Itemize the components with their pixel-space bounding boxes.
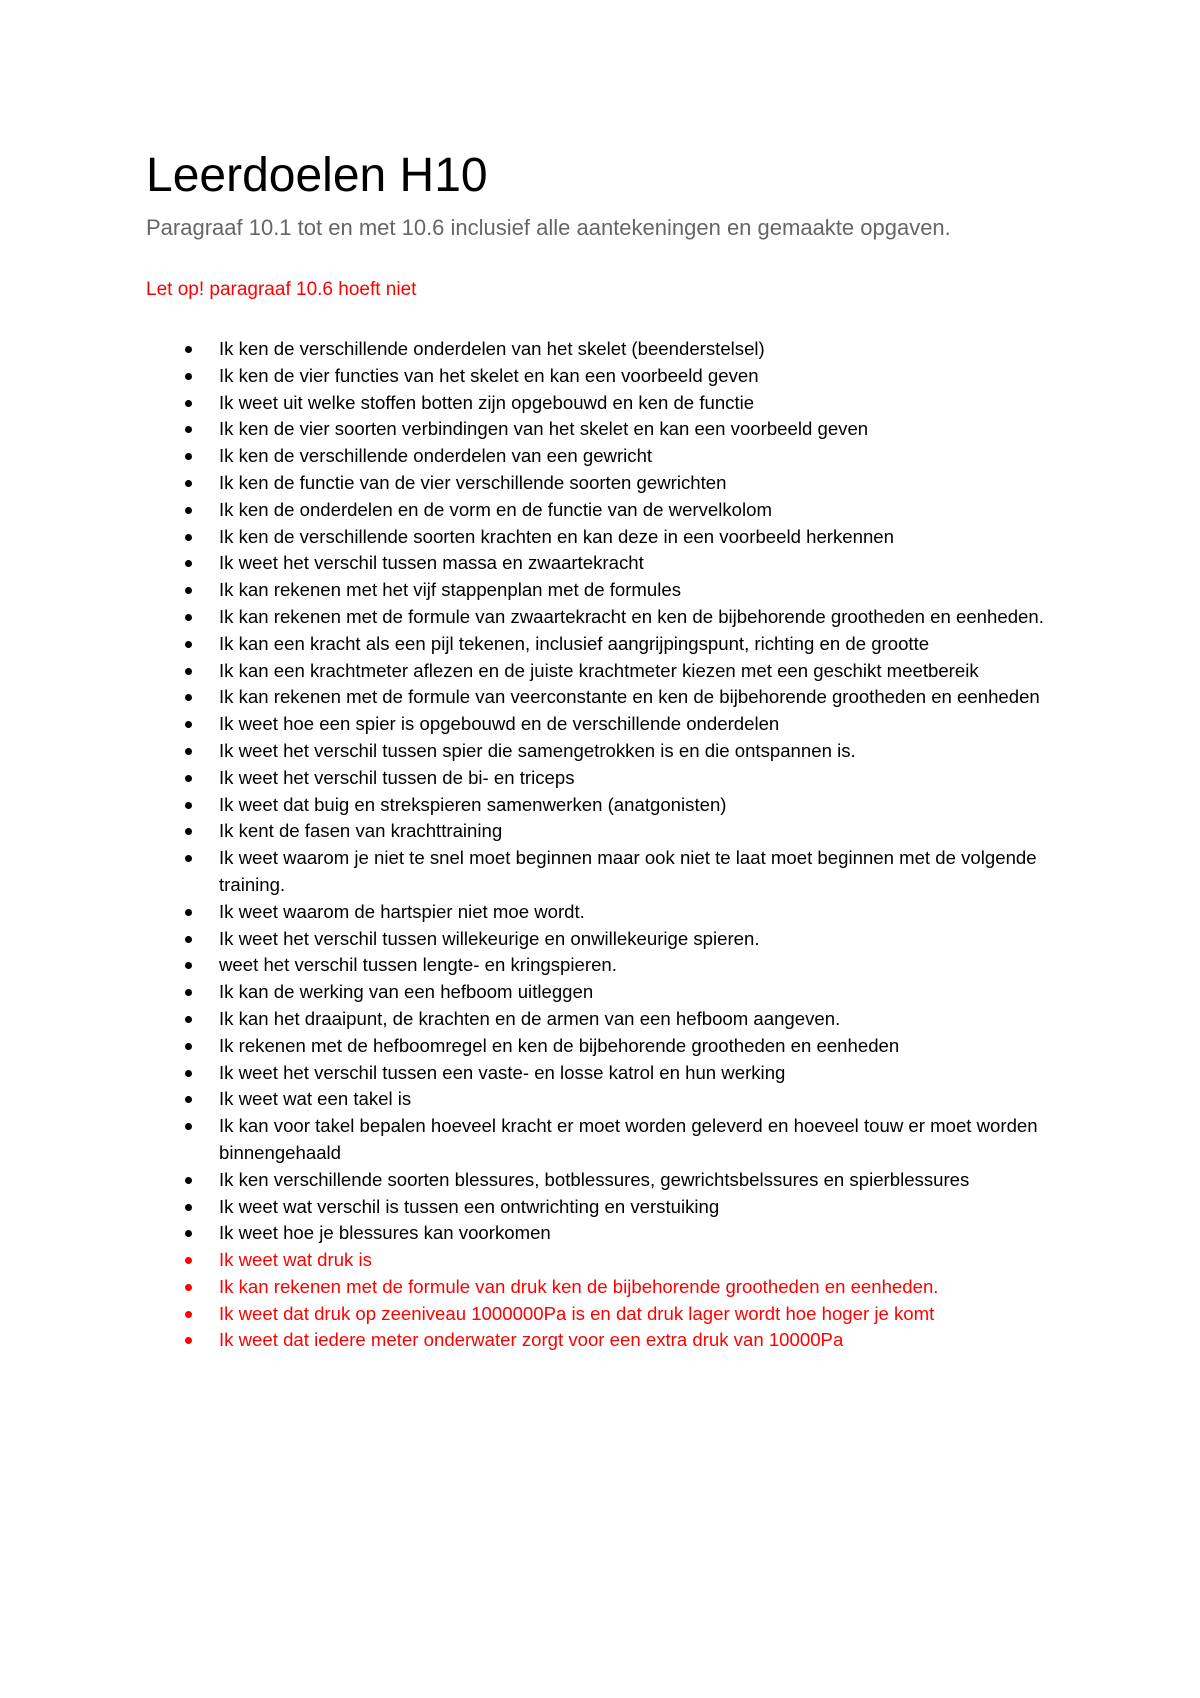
- learning-goal-item: [146, 1060, 1076, 1087]
- bullet-icon: [185, 1311, 192, 1318]
- learning-goal-item: [146, 952, 1076, 979]
- bullet-icon: [185, 1016, 192, 1023]
- learning-goal-text: Ik weet hoe je blessures kan voorkomen: [219, 1222, 551, 1244]
- page-title: Leerdoelen H10: [146, 149, 488, 202]
- learning-goal-text: Ik kan rekenen met de formule van druk ken de bijbehorende grootheden en eenheden.: [219, 1275, 939, 1297]
- learning-goal-item: [146, 416, 1076, 443]
- learning-goal-text: Ik kan rekenen met de formule van veerconstante en ken de bijbehorende grootheden en eenheden: [219, 686, 1040, 708]
- learning-goal-text: Ik kan rekenen met het vijf stappenplan met de formules: [219, 579, 681, 601]
- bullet-icon: [185, 1284, 192, 1291]
- bullet-icon: [185, 614, 192, 621]
- learning-goal-item: [146, 845, 1076, 899]
- learning-goal-text: Ik weet wat verschil is tussen een ontwrichting en verstuiking: [219, 1195, 720, 1217]
- learning-goal-item: [146, 524, 1076, 551]
- bullet-icon: [185, 400, 192, 407]
- learning-goal-text: Ik weet waarom de hartspier niet moe wordt.: [219, 900, 585, 922]
- bullet-icon: [185, 373, 192, 380]
- learning-goals-list: [146, 336, 1076, 1354]
- bullet-icon: [185, 426, 192, 433]
- learning-goal-text: Ik weet hoe een spier is opgebouwd en de verschillende onderdelen: [219, 713, 780, 735]
- learning-goal-text: Ik ken de verschillende onderdelen van een gewricht: [219, 445, 653, 467]
- learning-goal-text: Ik ken de verschillende soorten krachten en kan deze in een voorbeeld herkennen: [219, 525, 894, 547]
- learning-goal-item: [146, 363, 1076, 390]
- learning-goal-text: Ik weet waarom je niet te snel moet beginnen maar ook niet te laat moet beginnen met de volgende training.: [219, 847, 1037, 895]
- learning-goal-item: [146, 792, 1076, 819]
- learning-goal-item: [146, 1301, 1076, 1328]
- learning-goal-text: Ik kan voor takel bepalen hoeveel kracht er moet worden geleverd en hoeveel touw er moet worden binnengehaald: [219, 1115, 1038, 1163]
- bullet-icon: [185, 507, 192, 514]
- learning-goal-item: [146, 336, 1076, 363]
- learning-goal-item: [146, 899, 1076, 926]
- learning-goal-item: [146, 631, 1076, 658]
- learning-goal-item: [146, 926, 1076, 953]
- learning-goal-text: Ik weet wat druk is: [219, 1249, 372, 1271]
- bullet-icon: [185, 668, 192, 675]
- learning-goal-item: [146, 1033, 1076, 1060]
- learning-goal-text: Ik weet uit welke stoffen botten zijn opgebouwd en ken de functie: [219, 391, 755, 413]
- learning-goal-text: Ik weet wat een takel is: [219, 1088, 412, 1110]
- learning-goal-text: Ik weet het verschil tussen een vaste- en losse katrol en hun werking: [219, 1061, 786, 1083]
- bullet-icon: [185, 1204, 192, 1211]
- bullet-icon: [185, 989, 192, 996]
- bullet-icon: [185, 1096, 192, 1103]
- bullet-icon: [185, 936, 192, 943]
- learning-goal-item: [146, 738, 1076, 765]
- bullet-icon: [185, 962, 192, 969]
- bullet-icon: [185, 775, 192, 782]
- bullet-icon: [185, 828, 192, 835]
- learning-goal-text: Ik weet het verschil tussen massa en zwaartekracht: [219, 552, 644, 574]
- learning-goal-item: [146, 1247, 1076, 1274]
- learning-goal-text: Ik ken de functie van de vier verschillende soorten gewrichten: [219, 471, 727, 493]
- learning-goal-text: Ik weet dat druk op zeeniveau 1000000Pa is en dat druk lager wordt hoe hoger je komt: [219, 1302, 935, 1324]
- learning-goal-item: [146, 658, 1076, 685]
- learning-goal-item: [146, 1220, 1076, 1247]
- bullet-icon: [185, 480, 192, 487]
- bullet-icon: [185, 855, 192, 862]
- learning-goal-item: [146, 443, 1076, 470]
- learning-goal-item: [146, 711, 1076, 738]
- learning-goal-text: Ik kan een krachtmeter aflezen en de juiste krachtmeter kiezen met een geschikt meetbereik: [219, 659, 979, 681]
- learning-goal-text: weet het verschil tussen lengte- en kringspieren.: [219, 954, 617, 976]
- learning-goal-text: Ik kan een kracht als een pijl tekenen, inclusief aangrijpingspunt, richting en de grootte: [219, 632, 930, 654]
- learning-goal-item: [146, 497, 1076, 524]
- learning-goal-item: [146, 1194, 1076, 1221]
- bullet-icon: [185, 587, 192, 594]
- learning-goal-text: Ik weet het verschil tussen spier die samengetrokken is en die ontspannen is.: [219, 739, 856, 761]
- learning-goal-item: [146, 550, 1076, 577]
- learning-goal-item: [146, 604, 1076, 631]
- learning-goal-item: [146, 1274, 1076, 1301]
- bullet-icon: [185, 748, 192, 755]
- learning-goal-text: Ik weet dat buig en strekspieren samenwerken (anatgonisten): [219, 793, 727, 815]
- bullet-icon: [185, 560, 192, 567]
- learning-goal-item: [146, 1327, 1076, 1354]
- bullet-icon: [185, 1123, 192, 1130]
- bullet-icon: [185, 346, 192, 353]
- bullet-icon: [185, 1043, 192, 1050]
- learning-goal-text: Ik rekenen met de hefboomregel en ken de bijbehorende grootheden en eenheden: [219, 1034, 900, 1056]
- bullet-icon: [185, 1070, 192, 1077]
- learning-goal-item: [146, 1113, 1076, 1167]
- bullet-icon: [185, 694, 192, 701]
- learning-goal-text: Ik ken de vier functies van het skelet en kan een voorbeeld geven: [219, 364, 759, 386]
- learning-goal-text: Ik kan de werking van een hefboom uitleggen: [219, 981, 594, 1003]
- bullet-icon: [185, 641, 192, 648]
- learning-goal-item: [146, 979, 1076, 1006]
- bullet-icon: [185, 1337, 192, 1344]
- learning-goal-text: Ik ken de vier soorten verbindingen van het skelet en kan een voorbeeld geven: [219, 418, 869, 440]
- learning-goal-text: Ik weet het verschil tussen de bi- en triceps: [219, 766, 575, 788]
- learning-goal-text: Ik weet dat iedere meter onderwater zorgt voor een extra druk van 10000Pa: [219, 1329, 844, 1351]
- learning-goal-item: [146, 684, 1076, 711]
- learning-goal-text: Ik kan rekenen met de formule van zwaartekracht en ken de bijbehorende grootheden en eenheden.: [219, 605, 1044, 627]
- bullet-icon: [185, 802, 192, 809]
- learning-goal-item: [146, 390, 1076, 417]
- bullet-icon: [185, 534, 192, 541]
- learning-goal-item: [146, 765, 1076, 792]
- notice-text: Let op! paragraaf 10.6 hoeft niet: [146, 279, 417, 300]
- learning-goal-text: Ik kent de fasen van krachttraining: [219, 820, 503, 842]
- bullet-icon: [185, 1230, 192, 1237]
- bullet-icon: [185, 1257, 192, 1264]
- learning-goal-item: [146, 1167, 1076, 1194]
- learning-goal-text: Ik ken verschillende soorten blessures, botblessures, gewrichtsbelssures en spierblessures: [219, 1168, 970, 1190]
- bullet-icon: [185, 453, 192, 460]
- page-subtitle: Paragraaf 10.1 tot en met 10.6 inclusief alle aantekeningen en gemaakte opgaven.: [146, 215, 951, 240]
- learning-goal-item: [146, 818, 1076, 845]
- learning-goal-text: Ik weet het verschil tussen willekeurige en onwillekeurige spieren.: [219, 927, 760, 949]
- bullet-icon: [185, 909, 192, 916]
- learning-goal-item: [146, 577, 1076, 604]
- bullet-icon: [185, 721, 192, 728]
- learning-goal-item: [146, 1006, 1076, 1033]
- bullet-icon: [185, 1177, 192, 1184]
- learning-goal-text: Ik kan het draaipunt, de krachten en de armen van een hefboom aangeven.: [219, 1007, 841, 1029]
- learning-goal-text: Ik ken de onderdelen en de vorm en de functie van de wervelkolom: [219, 498, 772, 520]
- learning-goal-item: [146, 1086, 1076, 1113]
- learning-goal-item: [146, 470, 1076, 497]
- learning-goal-text: Ik ken de verschillende onderdelen van het skelet (beenderstelsel): [219, 338, 765, 359]
